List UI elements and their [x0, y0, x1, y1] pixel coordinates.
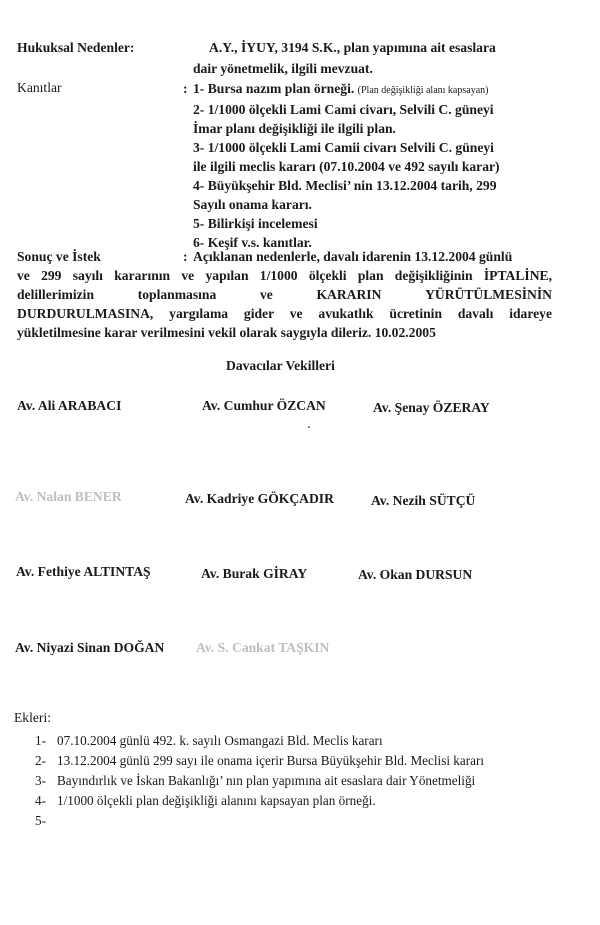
annex-text: 1/1000 ölçekli plan değişikliği alanını kapsayan plan örneği. — [57, 793, 376, 808]
evidence-item-2-line1: 2- 1/1000 ölçekli Lami Cami civarı, Selvili C. güneyi — [193, 102, 494, 117]
result-word: KARARIN — [316, 287, 382, 302]
annex-item — [35, 772, 555, 790]
result-word: ve — [259, 287, 273, 302]
evidence-item-4-line2: Sayılı onama kararı. — [193, 197, 312, 212]
annex-text — [57, 812, 555, 830]
annex-item — [35, 732, 555, 750]
result-label: Sonuç ve İstek — [17, 249, 101, 264]
result-word: toplanmasına — [137, 287, 217, 302]
annex-text: Bayındırlık ve İskan Bakanlığı’ nın plan yapımına ait esaslara dair Yönetmeliği — [57, 773, 476, 788]
attorney-name: Av. Fethiye ALTINTAŞ — [16, 564, 151, 579]
result-word: YÜRÜTÜLMESİNİN — [425, 287, 552, 302]
legal-grounds-text-line2: dair yönetmelik, ilgili mevzuat. — [193, 61, 373, 76]
evidence-item-3-line1: 3- 1/1000 ölçekli Lami Camii civarı Selvili C. güneyi — [193, 140, 494, 155]
annex-number: 5- — [35, 813, 46, 828]
attorney-name: Av. Ali ARABACI — [17, 398, 122, 413]
annex-item — [35, 752, 555, 770]
evidence-item-2-line2: İmar planı değişikliği ile ilgili plan. — [193, 121, 396, 136]
evidence-item-1-note: (Plan değişikliği alanı kapsayan) — [357, 85, 489, 96]
attorney-name: Av. Kadriye GÖKÇADIR — [185, 491, 334, 506]
evidence-item-1-text: 1- Bursa nazım plan örneği. — [193, 81, 355, 96]
evidence-item-5: 5- Bilirkişi incelemesi — [193, 216, 318, 231]
result-word: delillerimizin — [17, 287, 95, 302]
annex-number: 4- — [35, 793, 46, 808]
result-text-line1: Açıklanan nedenlerle, davalı idarenin 13.12.2004 günlü — [193, 249, 513, 264]
annexes-list — [35, 732, 555, 832]
attorney-name: Av. Okan DURSUN — [358, 567, 473, 582]
result-text-line5: yükletilmesine karar verilmesini vekil olarak saygıyla dileriz. 10.02.2005 — [17, 325, 436, 340]
annex-text: 13.12.2004 günlü 299 sayı ile onama içerir Bursa Büyükşehir Bld. Meclisi kararı — [57, 753, 485, 768]
evidence-label: Kanıtlar — [17, 80, 62, 95]
annex-number: 1- — [35, 733, 46, 748]
result-colon: : — [183, 249, 188, 264]
evidence-item-4-line1: 4- Büyükşehir Bld. Meclisi’ nin 13.12.2004 tarih, 299 — [193, 178, 497, 193]
result-text-line3 — [17, 285, 552, 304]
attorney-name-faded: Av. Nalan BENER — [15, 489, 122, 504]
attorney-name: Av. Niyazi Sinan DOĞAN — [15, 640, 165, 655]
result-text-block — [17, 266, 552, 342]
result-text-line2: ve 299 sayılı kararının ve yapılan 1/1000 ölçekli plan değişikliğinin İPTALİNE, — [17, 268, 552, 283]
attorney-name-faded: Av. S. Cankat TAŞKIN — [196, 640, 330, 655]
attorneys-title: Davacılar Vekilleri — [226, 358, 335, 373]
annex-item — [35, 792, 555, 810]
evidence-list — [193, 79, 553, 252]
attorney-name: Av. Burak GİRAY — [201, 566, 308, 581]
attorney-name: Av. Cumhur ÖZCAN — [202, 398, 326, 413]
evidence-item-3-line2: ile ilgili meclis kararı (07.10.2004 ve 492 sayılı karar) — [193, 159, 500, 174]
legal-grounds-text-line1: A.Y., İYUY, 3194 S.K., plan yapımına ait esaslara — [209, 40, 496, 55]
annex-text: 07.10.2004 günlü 492. k. sayılı Osmangazi Bld. Meclis kararı — [57, 733, 383, 748]
attorney-name: Av. Şenay ÖZERAY — [373, 400, 490, 415]
annex-item — [35, 812, 555, 830]
annexes-title: Ekleri: — [14, 710, 51, 725]
stray-mark — [308, 426, 310, 428]
evidence-item-1 — [193, 79, 553, 100]
attorney-name: Av. Nezih SÜTÇÜ — [371, 493, 476, 508]
legal-grounds-label: Hukuksal Nedenler: — [17, 40, 135, 55]
evidence-colon: : — [183, 81, 188, 96]
annex-number: 3- — [35, 773, 46, 788]
result-text-line4: DURDURULMASINA, yargılama gider ve avukatlık ücretinin davalı idareye — [17, 306, 552, 321]
evidence-item-6: 6- Keşif v.s. kanıtlar. — [193, 235, 312, 250]
annex-number: 2- — [35, 753, 46, 768]
